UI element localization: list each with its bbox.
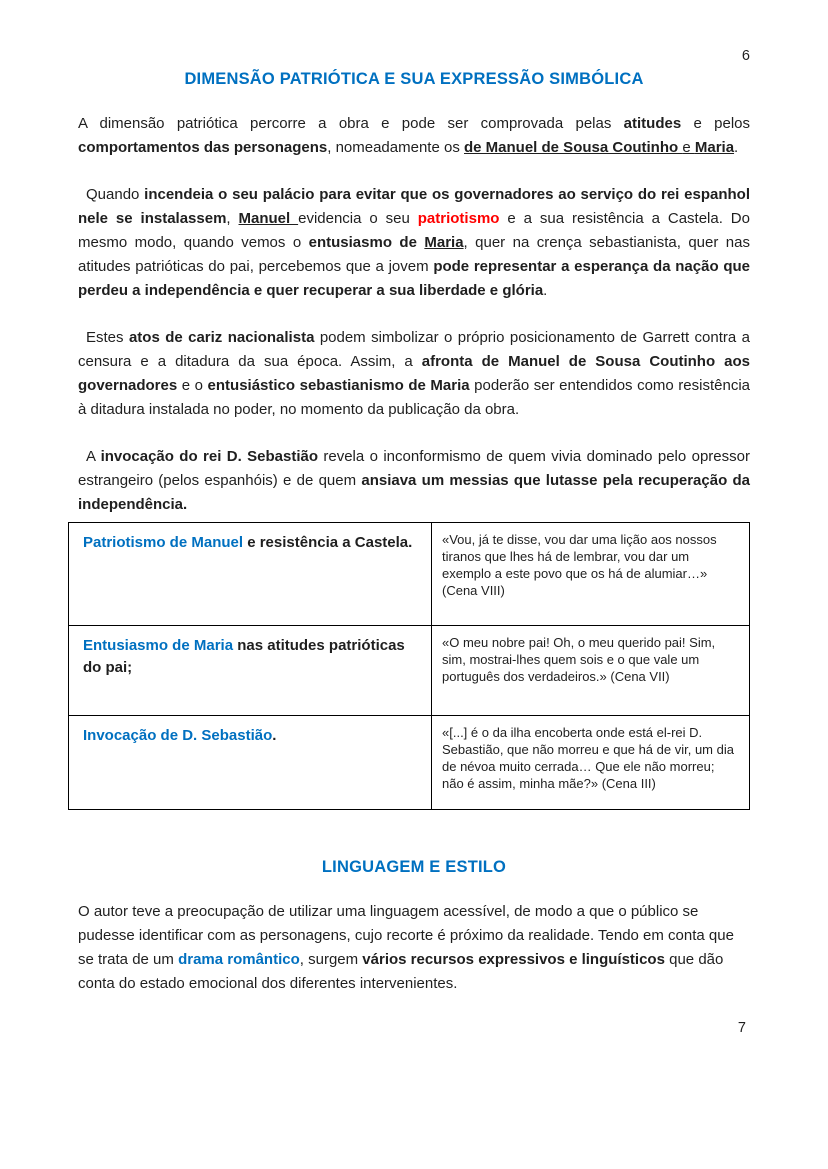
table-row-invocacao-sebastiao xyxy=(69,716,750,810)
table-row-entusiasmo-maria xyxy=(69,626,750,716)
table-cell-topic-invocacao: Invocação de D. Sebastião. xyxy=(69,716,432,810)
table-cell-quote-cena-vii: «O meu nobre pai! Oh, o meu querido pai! Sim, sim, mostrai-lhes quem sois e o que vale um português dos verdadeiros.» (Cena VII) xyxy=(432,626,750,716)
paragraph-atos-nacionalistas: Estes atos de cariz nacionalista podem simbolizar o próprio posicionamento de Garrett contra a censura e a ditadura da sua época. Assim, a afronta de Manuel de Sousa Coutinho aos governadores e o entusiástico sebastianismo de Maria poderão ser entendidos como resistência à ditadura instalada no poder, no momento da publicação da obra. xyxy=(78,329,751,418)
table-cell-quote-cena-viii: «Vou, já te disse, vou dar uma lição aos nossos tiranos que lhes há de lembrar, vou dar um exemplo a este povo que os há de alumiar…» (Cena VIII) xyxy=(432,523,750,626)
table-cell-quote-cena-iii: «[...] é o da ilha encoberta onde está el-rei D. Sebastião, que não morreu e que há de vir, um dia de névoa muito cerrada… Que ele não morreu; não é assim, minha mãe?» (Cena III) xyxy=(432,716,750,810)
quotes-table xyxy=(68,522,750,810)
section-heading-dimensao-patriotica: DIMENSÃO PATRIÓTICA E SUA EXPRESSÃO SIMBÓLICA xyxy=(184,70,644,88)
paragraph-intro: A dimensão patriótica percorre a obra e pode ser comprovada pelas atitudes e pelos comportamentos das personagens, nomeadamente os de Manuel de Sousa Coutinho e Maria. xyxy=(78,115,750,156)
paragraph-linguagem: O autor teve a preocupação de utilizar uma linguagem acessível, de modo a que o público se pudesse identificar com as personagens, cujo recorte é próximo da realidade. Tendo em conta que se trata de um drama romântico, surgem vários recursos expressivos e linguísticos que dão conta do estado emocional dos diferentes intervenientes. xyxy=(78,903,734,992)
table-cell-topic-patriotismo: Patriotismo de Manuel e resistência a Castela. xyxy=(69,523,432,626)
page-number-top: 6 xyxy=(741,48,750,64)
table-cell-topic-entusiasmo: Entusiasmo de Maria nas atitudes patrióticas do pai; xyxy=(69,626,432,716)
section-heading-linguagem-estilo: LINGUAGEM E ESTILO xyxy=(321,858,507,876)
table-row-patriotismo-manuel xyxy=(69,523,750,626)
paragraph-manuel-patriotismo: Quando incendeia o seu palácio para evitar que os governadores ao serviço do rei espanhol nele se instalassem, Manuel evidencia o seu patriotismo e a sua resistência a Castela. Do mesmo modo, quando vemos o entusiasmo de Maria, quer na crença sebastianista, quer nas atitudes patrióticas do pai, percebemos que a jovem pode representar a esperança da nação que perdeu a independência e quer recuperar a sua liberdade e glória. xyxy=(78,186,750,299)
page-number-bottom: 7 xyxy=(737,1020,746,1036)
paragraph-invocacao-sebastiao: A invocação do rei D. Sebastião revela o inconformismo de quem vivia dominado pelo opressor estrangeiro (pelos espanhóis) e de quem ansiava um messias que lutasse pela recuperação da independência. xyxy=(78,448,750,513)
